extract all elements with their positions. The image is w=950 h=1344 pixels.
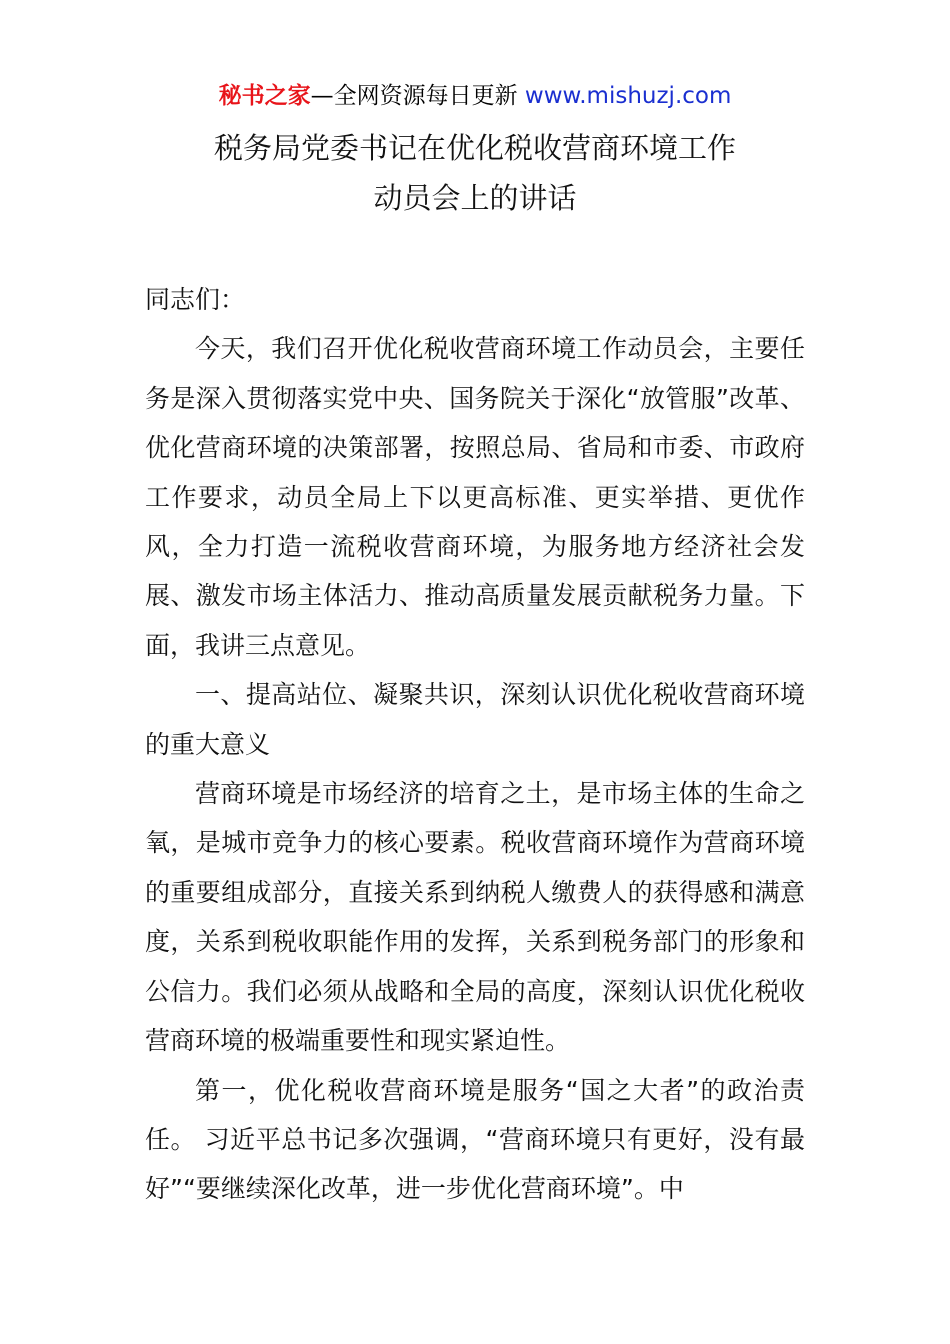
site-header: [0, 80, 950, 112]
paragraph-intro: 今天，我们召开优化税收营商环境工作动员会，主要任务是深入贯彻落实党中央、国务院关于深化“放管服”改革、优化营商环境的决策部署，按照总局、省局和市委、市政府工作要求，动员全局上下以更高标准、更实举措、更优作风，全力打造一流税收营商环境，为服务地方经济社会发展、激发市场主体活力、推动高质量发展贡献税务力量。下面，我讲三点意见。: [145, 334, 805, 660]
section-heading-1: 一、提高站位、凝聚共识，深刻认识优化税收营商环境的重大意义: [145, 680, 805, 759]
paragraph-point-1: 第一，优化税收营商环境是服务“国之大者”的政治责任。 习近平总书记多次强调，“营商环境只有更好，没有最好”“要继续深化改革，进一步优化营商环境”。中: [145, 1075, 805, 1204]
document-title-line-1: 税务局党委书记在优化税收营商环境工作: [213, 131, 736, 165]
salutation: 同志们：: [145, 285, 246, 314]
site-url-link[interactable]: www.mishuzj.com: [524, 83, 732, 109]
site-brand: 秘书之家: [218, 83, 311, 109]
document-title-line-2: 动员会上的讲话: [373, 181, 577, 215]
document-body: [145, 275, 805, 1214]
paragraph-section-1: 营商环境是市场经济的培育之土，是市场主体的生命之氧，是城市竞争力的核心要素。税收营商环境作为营商环境的重要组成部分，直接关系到纳税人缴费人的获得感和满意度，关系到税收职能作用的发挥，关系到税务部门的形象和公信力。我们必须从战略和全局的高度，深刻认识优化税收营商环境的极端重要性和现实紧迫性。: [145, 779, 805, 1056]
site-slogan: —全网资源每日更新: [310, 83, 525, 109]
